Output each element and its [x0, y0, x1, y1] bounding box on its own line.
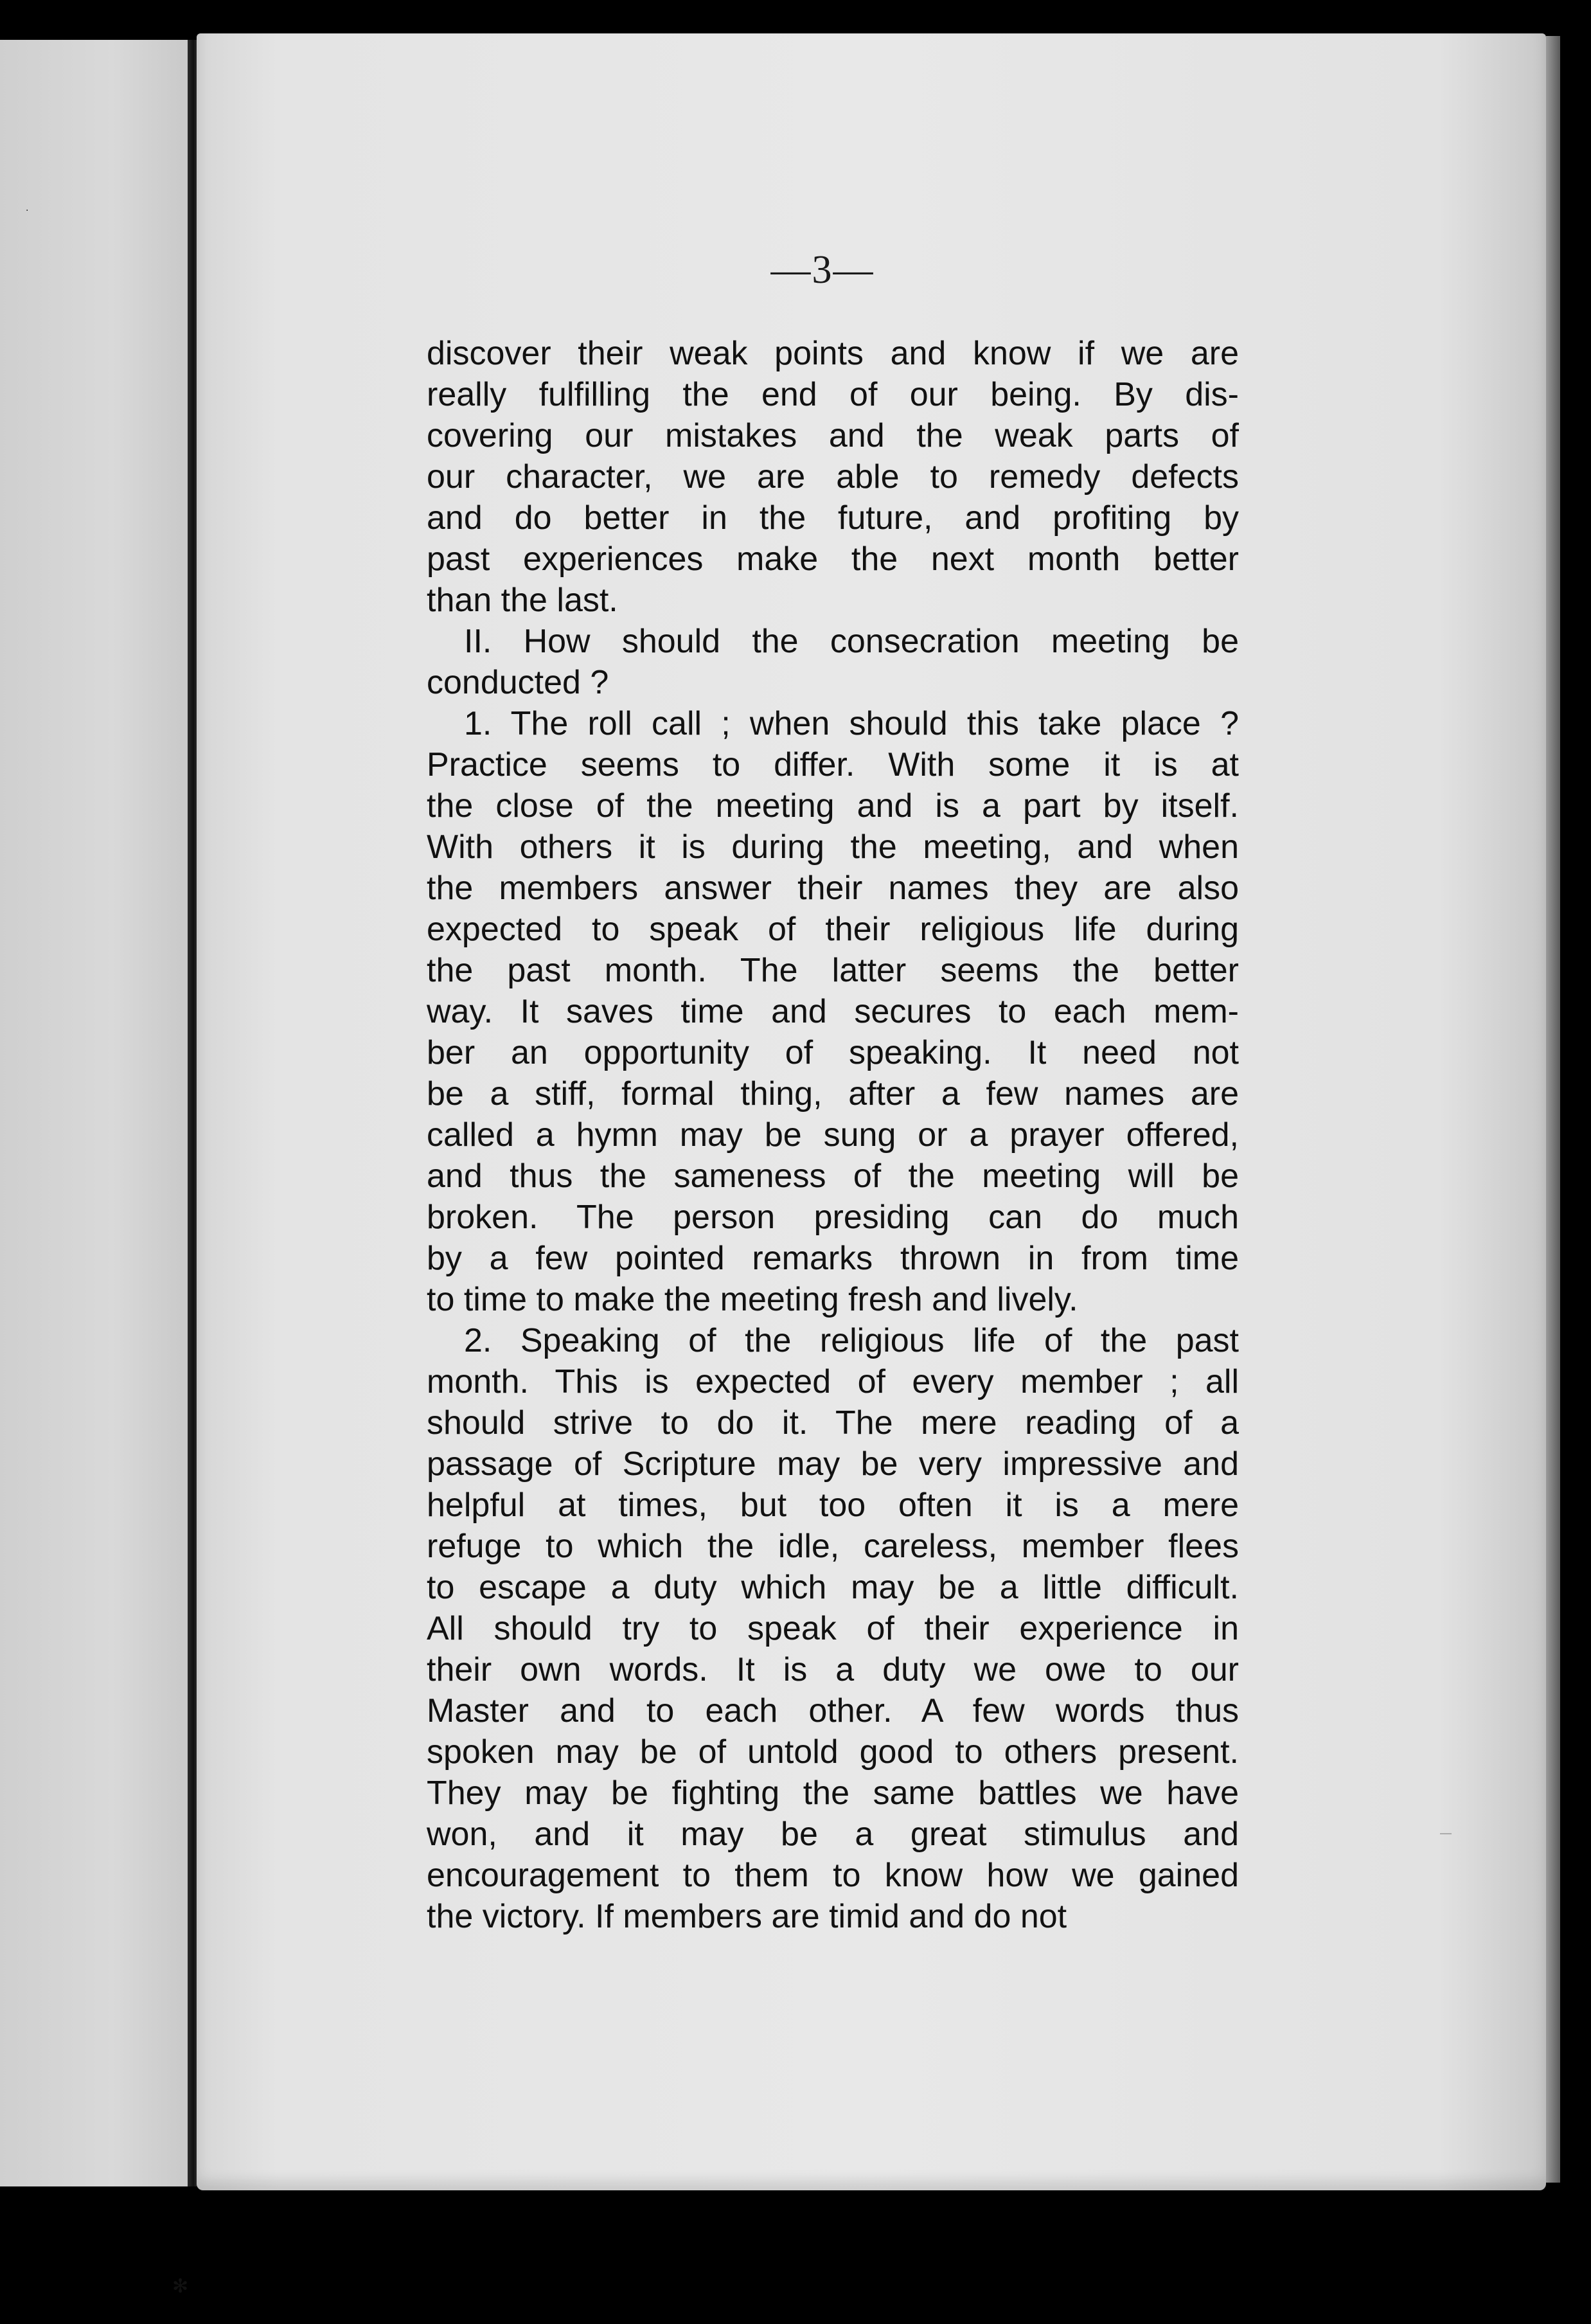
text-line: our character, we are able to remedy defects [427, 458, 1239, 496]
text-line: refuge to which the idle, careless, member flees [427, 1528, 1239, 1565]
text-line: With others it is during the meeting, and when [427, 828, 1239, 866]
page-edge-shadow [1546, 36, 1560, 2183]
text-line: expected to speak of their religious life during [427, 911, 1239, 948]
text-line: be a stiff, formal thing, after a few names are [427, 1075, 1239, 1113]
text-line: really fulfilling the end of our being. By dis- [427, 376, 1239, 413]
text-line: by a few pointed remarks thrown in from time [427, 1240, 1239, 1277]
text-line: passage of Scripture may be very impressive and [427, 1445, 1239, 1483]
body-text [427, 333, 1239, 1937]
text-line: way. It saves time and secures to each mem- [427, 993, 1239, 1030]
text-line: ber an opportunity of speaking. It need not [427, 1034, 1239, 1071]
text-line: discover their weak points and know if we are [427, 335, 1239, 372]
text-line: their own words. It is a duty we owe to our [427, 1651, 1239, 1688]
speck-mark: · [26, 206, 29, 216]
text-line: spoken may be of untold good to others present. [427, 1733, 1239, 1771]
text-line: called a hymn may be sung or a prayer offered, [427, 1116, 1239, 1154]
text-line: won, and it may be a great stimulus and [427, 1816, 1239, 1853]
facing-page-left [0, 40, 188, 2186]
text-line: than the last. [427, 582, 618, 619]
text-line: month. This is expected of every member ; all [427, 1363, 1239, 1400]
text-line: encouragement to them to know how we gained [427, 1857, 1239, 1894]
text-line: Practice seems to differ. With some it is at [427, 746, 1239, 783]
text-line: They may be fighting the same battles we have [427, 1774, 1239, 1812]
text-line: the victory. If members are timid and do not [427, 1898, 1067, 1935]
text-line: to escape a duty which may be a little difficult. [427, 1569, 1239, 1606]
text-line: II. How should the consecration meeting be [464, 623, 1239, 660]
speck-mark: — [1439, 1825, 1452, 1841]
text-line: and thus the sameness of the meeting will be [427, 1158, 1239, 1195]
text-line: the past month. The latter seems the better [427, 952, 1239, 989]
text-line: All should try to speak of their experience in [427, 1610, 1239, 1647]
text-line: to time to make the meeting fresh and lively. [427, 1281, 1078, 1318]
page-number: —3— [770, 248, 875, 292]
text-line: Master and to each other. A few words thus [427, 1692, 1239, 1730]
text-line: past experiences make the next month better [427, 541, 1239, 578]
text-line: the close of the meeting and is a part by itself. [427, 787, 1239, 825]
text-line: broken. The person presiding can do much [427, 1199, 1239, 1236]
text-line: and do better in the future, and profiting by [427, 499, 1239, 537]
text-line: the members answer their names they are also [427, 870, 1239, 907]
text-line: should strive to do it. The mere reading of a [427, 1404, 1239, 1442]
text-line: 1. The roll call ; when should this take place ? [464, 705, 1239, 742]
speck-mark: ✻ [172, 2275, 189, 2298]
text-line: conducted ? [427, 664, 609, 701]
text-line: 2. Speaking of the religious life of the past [464, 1322, 1239, 1359]
text-line: helpful at times, but too often it is a mere [427, 1487, 1239, 1524]
text-line: covering our mistakes and the weak parts of [427, 417, 1239, 454]
